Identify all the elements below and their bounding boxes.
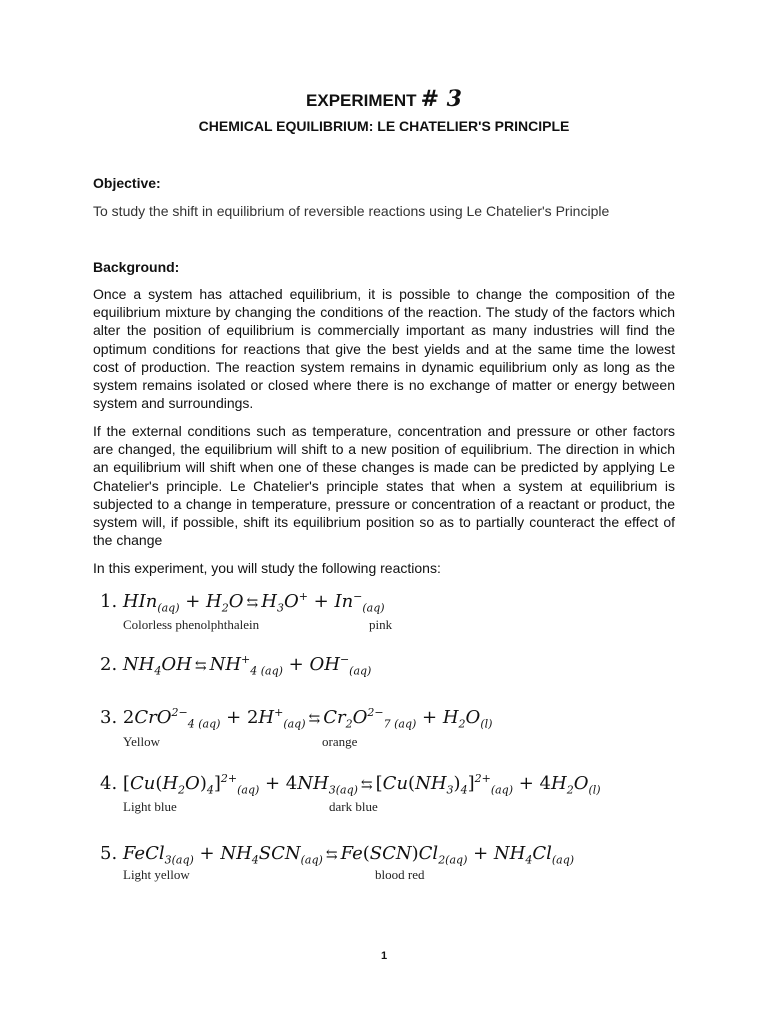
reaction-5-label-right: blood red <box>375 867 425 882</box>
background-paragraph-2: If the external conditions such as temperature, concentration and pressure or other factors are changed, the equilibrium will shift to a new position of equilibrium. The direction in which an equilibrium will shift when one of these changes is made can be predicted by applying Le Chatelier's principle. Le Chatelier's principle states that when a system at equilibrium is subjected to a change in temperature, pressure or concentration of a reactant or product, the system will, if possible, shift its equilibrium position so as to partially counteract the effect of the change <box>93 423 675 549</box>
page-number: 1 <box>380 950 388 962</box>
experiment-subtitle: CHEMICAL EQUILIBRIUM: LE CHATELIER'S PRINCIPLE <box>198 118 570 134</box>
objective-heading: Objective: <box>93 175 161 191</box>
background-paragraph-1: Once a system has attached equilibrium, it is possible to change the composition of the equilibrium mixture by changing the conditions of the reaction. The study of the factors which alter the position of equilibrium is commercially important as many industries will find the optimum conditions for reactions that give the best yields and at the same time the lowest cost of production. The reaction system remains in dynamic equilibrium only as long as the system remains isolated or closed where there is no exchange of matter or energy between system and surroundings. <box>93 286 675 412</box>
reaction-4-label-left: Light blue <box>123 799 177 814</box>
background-heading: Background: <box>93 259 180 275</box>
reaction-3-label-left: Yellow <box>123 734 160 749</box>
reaction-5-equation: 5. FeCl$_{3(aq)}$ + $NH_4SCN_{(aq)}$ ⇆ $Fe(SCN)Cl_{2(aq)} + NH_4Cl_{(aq)}$ <box>100 843 575 867</box>
reaction-3-label-right: orange <box>322 734 358 749</box>
reaction-2-equation: 2. $NH_4OH$ ⇆ $NH^+_{4 (aq)} + OH^-_{(aq)}$ <box>100 653 372 678</box>
background-paragraph-3: In this experiment, you will study the following reactions: <box>93 560 441 576</box>
handwritten-experiment-number: # 3 <box>420 86 462 112</box>
reaction-4-label-right: dark blue <box>329 799 378 814</box>
title-text: EXPERIMENT <box>306 91 417 110</box>
reaction-1-equation: 1. $HIn_{(aq)} + H_2O$ ⇆ $H_3O^+ + In^-_{(aq)}$ <box>100 590 385 615</box>
reaction-4-equation: 4. $[Cu(H_2O)_4]^{2+}_{(aq)} + 4NH_{3(aq)}$ ⇆ $[Cu(NH_3)_4]^{2+}_{(aq)} + 4H_2O_{(l)}$ <box>100 772 601 797</box>
objective-text: To study the shift in equilibrium of reversible reactions using Le Chatelier's Principle <box>93 203 610 219</box>
reaction-5-label-left: Light yellow <box>123 867 190 882</box>
reaction-3-equation: 3. $2CrO^{2-}_{4 (aq)} + 2H^+_{(aq)}$ ⇆ $Cr_2O^{2-}_{7 (aq)} + H_2O_{(l)}$ <box>100 706 493 731</box>
reaction-1-label-left: Colorless phenolphthalein <box>123 617 260 632</box>
reaction-1-label-right: pink <box>369 617 393 632</box>
experiment-title <box>0 86 768 112</box>
